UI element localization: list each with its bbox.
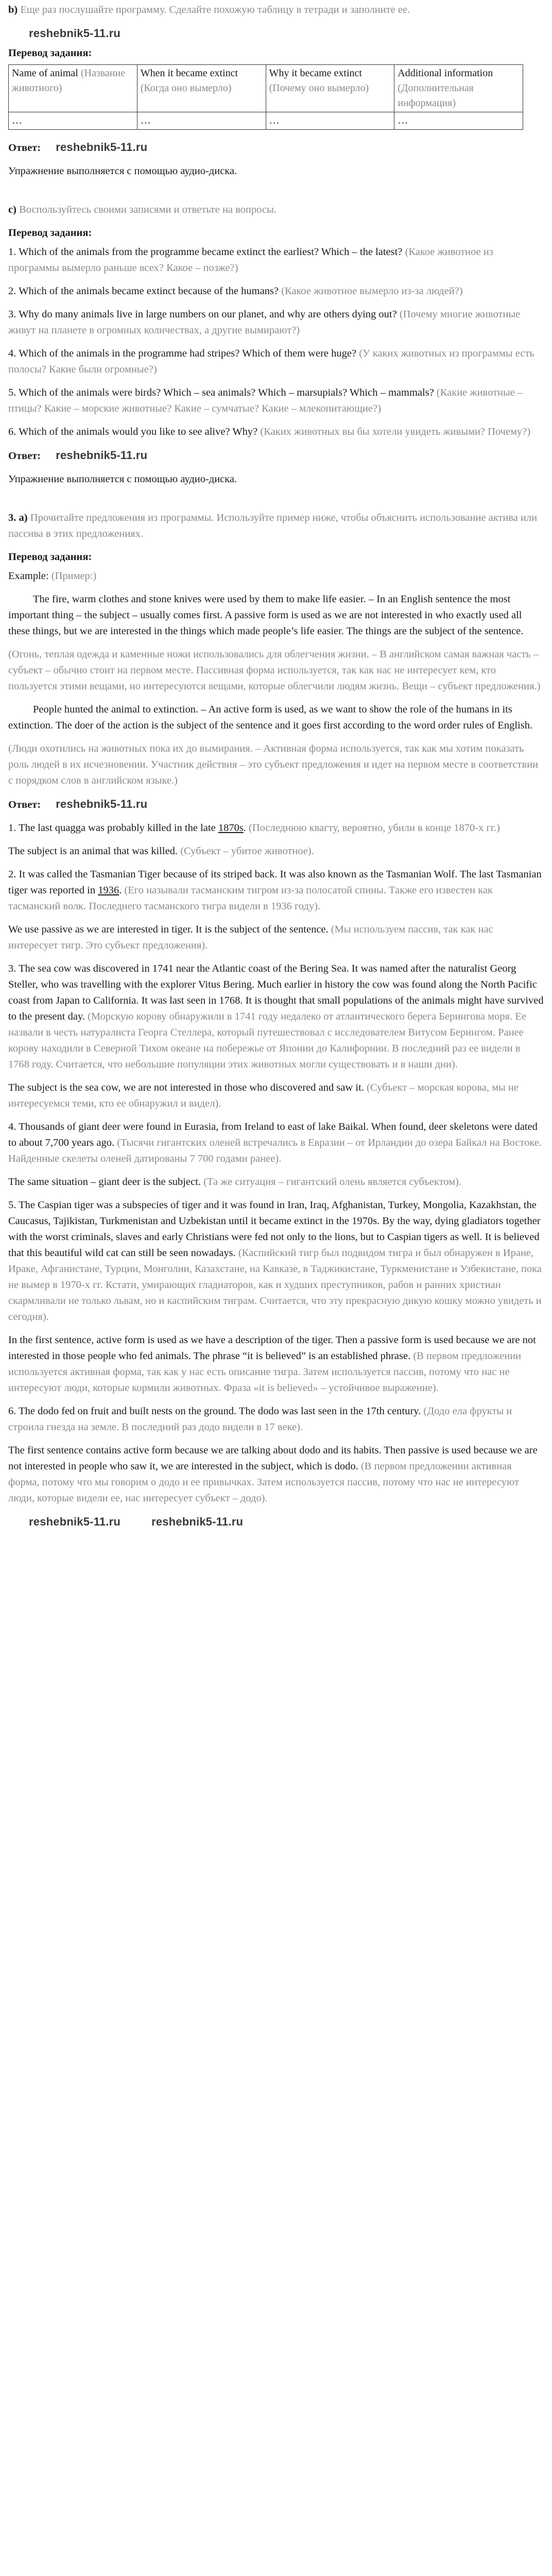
question-ru: (Каких животных вы бы хотели увидеть живыми? Почему?) [260, 426, 531, 437]
cell-en: Name of animal [12, 67, 78, 79]
watermark: reshebnik5-11.ru [56, 798, 148, 810]
cell-ru: (Почему оно вымерло) [269, 82, 369, 94]
audio-note: Упражнение выполняется с помощью аудио-диска. [8, 473, 237, 485]
example2-en: People hunted the animal to extinction. – An active form is used, as we want to show the role of the humans in its extinction. The doer of the action is the subject of the sentence and it goes first according to the word order rules of English. [8, 704, 533, 731]
answer-ru: (Тысячи гигантских оленей встречались в Евразии – от Ирландии до озера Байкал на Востоке. Найденные скелеты оленей датированы 7 700 годами ранее). [8, 1137, 542, 1164]
section-c-ru: Воспользуйтесь своими записями и ответьте на вопросы. [19, 204, 277, 215]
note-ru: (Субъект – морская корова, мы не интересуемся теми, кто ее обнаружил и видел). [8, 1082, 519, 1109]
spacer [8, 495, 544, 510]
note-en: The subject is the sea cow, we are not interested in those who discovered and saw it. [8, 1082, 364, 1093]
answer-en [8, 961, 544, 1073]
note-en: In the first sentence, active form is used as we have a description of the tiger. Then a passive form is used because we are not interested in those people who fed animals. The phrase “it is believed” is an established phrase. [8, 1334, 536, 1362]
question-list [8, 244, 544, 440]
watermark: reshebnik5-11.ru [56, 449, 148, 462]
list-item [8, 283, 544, 299]
answer-ru: (Морскую корову обнаружили в 1741 году недалеко от атлантического берега Берингова моря. Ее назвали в честь натуралиста Георга Стеллера, который путешествовал с исследователем Витусом Берингом. Ранее корову находили в Северной Тихом океане на побережье от Японии до Калифорнии. В последний раз ее видели в 1768 году. Считается, что небольшие популяции этих животных могли существовать и в наши дни). [8, 1011, 526, 1070]
answer-item [8, 1197, 544, 1396]
answer-note [8, 843, 544, 859]
note-en: The first sentence contains active form because we are talking about dodo and its habits. Then passive is used because we are not interested in people who saw it, we are interested in the subject, which is dodo. [8, 1445, 538, 1472]
table-cell [137, 65, 266, 112]
answer-item [8, 820, 544, 859]
answer-note [8, 922, 544, 954]
table-row [9, 112, 523, 130]
answer-en [8, 820, 544, 836]
answer-ru: (Каспийский тигр был подвидом тигра и был обнаружен в Иране, Ираке, Афганистане, Турции, Монголии, Казахстане, на Кавказе, в Таджикистане, Туркменистане и Узбекистане, пока не вымер в 1970-х гг. Кстати, умирающих гладиаторов, как и худших преступников, рабов и ранних христиан скармливали не только львам, но и каспийским тиграм. Считается, что эту прекрасную дикую кошку можно увидеть и сегодня). [8, 1247, 542, 1323]
example-label-ru: (Пример:) [51, 570, 97, 582]
answer-note [8, 1080, 544, 1112]
page [8, 0, 544, 1530]
answer-item [8, 1119, 544, 1190]
otvet-label: Ответ: [8, 142, 41, 154]
example2-ru: (Люди охотились на животных пока их до вымирания. – Активная форма используется, так как мы хотим показать роль людей в их исчезновении. Участник действия – это субъект предложения и идет на первом месте в соответствии с порядком слов в английском языке.) [8, 743, 539, 786]
table-cell [394, 65, 523, 112]
answer-item [8, 867, 544, 954]
example-label: Example: [8, 570, 49, 582]
watermark: reshebnik5-11.ru [56, 141, 148, 154]
cell-ru: (Дополнительная информация) [398, 82, 474, 109]
table-header-row [9, 65, 523, 112]
cell-en: When it became extinct [140, 67, 238, 79]
answer-text: 4. Thousands of giant deer were found in Eurasia, from Ireland to east of lake Baikal. When found, deer skeletons were dated to about 7,700 years ago. [8, 1121, 538, 1148]
watermark: reshebnik5-11.ru [29, 1515, 121, 1528]
table-cell: … [137, 112, 266, 130]
audio-note: Упражнение выполняется с помощью аудио-диска. [8, 165, 237, 177]
task-table [8, 64, 523, 130]
answer-text: . [243, 822, 246, 834]
list-item [8, 385, 544, 417]
otvet-line [8, 796, 544, 813]
cell-en: Why it became extinct [269, 67, 362, 79]
table-cell: … [266, 112, 394, 130]
task3-ru: Прочитайте предложения из программы. Используйте пример ниже, чтобы объяснить использование актива или пассива в этих предложениях. [8, 512, 538, 539]
answer-text: 5. The Caspian tiger was a subspecies of tiger and it was found in Iran, Iraq, Afghanistan, Turkey, Mongolia, Kazakhstan, the Caucasus, Tajikistan, Turkmenistan and Uzbekistan until it became extinct in the 1970s. By the way, dying gladiators together with the worst criminals, slaves and early Christians were fed not only to the lions, but to Caspian tigers as well. It is believed that this beautiful wild cat can still be seen nowadays. [8, 1199, 541, 1259]
answer-ru: (Его называли тасманским тигром из-за полосатой спины. Также его известен как тасманский волк. Последнего тасманского тигра видели в 1936 году). [8, 885, 493, 912]
answer-note [8, 1443, 544, 1506]
watermark: reshebnik5-11.ru [29, 27, 121, 40]
list-item [8, 346, 544, 378]
note-ru: (Мы используем пассив, так как нас интересует тигр. Это субъект предложения). [8, 924, 493, 951]
table-cell: … [9, 112, 137, 130]
note-en: The subject is an animal that was killed. [8, 845, 178, 857]
answer-note [8, 1174, 544, 1190]
section-c-label: c) [8, 204, 16, 215]
question-ru: (Почему многие животные живут на планете в огромных количествах, а другие вымирают?) [8, 309, 521, 336]
perevod-heading: Перевод задания: [8, 551, 92, 563]
task-b-line [8, 2, 544, 18]
perevod-heading: Перевод задания: [8, 47, 92, 59]
note-ru: (В первом предложении активная форма, потому что мы говорим о додо и ее привычках. Затем используется пассив, потому что нас не интересуют люди, которые видели ее, нас интересует субъект – додо). [8, 1461, 519, 1504]
example-label-line [8, 568, 544, 584]
question-ru: (Какое животное вымерло из-за людей?) [281, 285, 463, 297]
watermark-row [29, 25, 544, 41]
answer-text: 2. It was called the Tasmanian Tiger because of its striped back. It was also known as the Tasmanian Wolf. The last Tasmanian tiger was reported in [8, 869, 542, 896]
question-en: 5. Which of the animals were birds? Which – sea animals? Which – marsupials? Which – mammals? [8, 387, 434, 398]
note-en: The same situation – giant deer is the subject. [8, 1176, 201, 1188]
question-en: 1. Which of the animals from the programme became extinct the earliest? Which – the latest? [8, 246, 403, 258]
list-item [8, 244, 544, 276]
spacer [8, 187, 544, 202]
answer-item [8, 961, 544, 1112]
answer-en [8, 1197, 544, 1325]
answer-en [8, 867, 544, 914]
cell-ru: (Когда оно вымерло) [140, 82, 232, 94]
table-cell [266, 65, 394, 112]
table-cell: … [394, 112, 523, 130]
section-c-line [8, 202, 544, 218]
answer-list [8, 820, 544, 1506]
question-en: 2. Which of the animals became extinct because of the humans? [8, 285, 279, 297]
question-en: 6. Which of the animals would you like to see alive? Why? [8, 426, 258, 437]
note-ru: (В первом предложении используется активная форма, так как у нас есть описание тигра. Затем используется пассив, потому что нас не интересуют люди, которые кормили животных. Фраза «it is believed» – устойчивое выражение). [8, 1350, 522, 1394]
answer-ru: (Последнюю квагту, вероятно, убили в конце 1870-х гг.) [249, 822, 500, 834]
answer-note [8, 1332, 544, 1396]
question-ru: (У каких животных из программы есть полосы? Какие были огромные?) [8, 348, 534, 375]
example-en: The fire, warm clothes and stone knives were used by them to make life easier. – In an English sentence the most important thing – the subject – usually comes first. A passive form is used as we are not interested in who exactly used all these things, but we are interested in the things which made people’s life easier. The things are the subject of the sentence. [8, 594, 524, 637]
cell-en: Additional information [398, 67, 493, 79]
cell-ru: (Название животного) [12, 67, 126, 94]
answer-ru: (Додо ела фрукты и строила гнезда на земле. В последний раз додо видели в 17 веке). [8, 1405, 512, 1433]
task3-label: 3. а) [8, 512, 28, 523]
table-cell [9, 65, 137, 112]
task3-line [8, 510, 544, 542]
question-ru: (Какое животное из программы вымерло раньше всех? Какое – позже?) [8, 246, 493, 274]
perevod-heading: Перевод задания: [8, 227, 92, 239]
watermark: reshebnik5-11.ru [151, 1515, 244, 1528]
task-b-label: b) [8, 4, 18, 15]
question-ru: (Какие животные – птицы? Какие – морские животные? Какие – сумчатые? Какие – млекопитающие?) [8, 387, 523, 414]
answer-item [8, 1403, 544, 1506]
otvet-label: Ответ: [8, 450, 41, 462]
answer-en [8, 1119, 544, 1167]
otvet-line [8, 447, 544, 464]
note-en: We use passive as we are interested in tiger. It is the subject of the sentence. [8, 924, 329, 935]
answer-text: . [119, 885, 122, 896]
watermark-row [29, 1514, 544, 1530]
otvet-label: Ответ: [8, 799, 41, 810]
note-ru: (Субъект – убитое животное). [180, 845, 314, 857]
otvet-line [8, 139, 544, 156]
question-en: 4. Which of the animals in the programme had stripes? Which of them were huge? [8, 348, 357, 359]
answer-underlined: 1870s [218, 822, 244, 834]
answer-text: 3. The sea cow was discovered in 1741 near the Atlantic coast of the Bering Sea. It was named after the naturalist Georg Steller, who was travelling with the explorer Vitus Bering. Much earlier in history the cow was found along the North Pacific coast from Japan to California. It was last seen in 1768. It is thought that small populations of the animals might have survived to the present day. [8, 963, 544, 1022]
note-ru: (Та же ситуация – гигантский олень является субъектом). [203, 1176, 462, 1188]
answer-text: 1. The last quagga was probably killed in the late [8, 822, 218, 834]
example-ru: (Огонь, теплая одежда и каменные ножи использовались для облегчения жизни. – В английском самая важная часть – субъект – обычно стоит на первом месте. Пассивная форма используется, так как нас не интересует кем, кто пользуется этими вещами, но интересуются вещами, которые облегчили людям жизнь. Вещи – субъект предложения.) [8, 649, 541, 692]
answer-text: 6. The dodo fed on fruit and built nests on the ground. The dodo was last seen in the 17th century. [8, 1405, 421, 1417]
list-item [8, 307, 544, 338]
list-item [8, 424, 544, 440]
question-en: 3. Why do many animals live in large numbers on our planet, and why are others dying out? [8, 309, 397, 320]
answer-en [8, 1403, 544, 1435]
task-b-ru: Еще раз послушайте программу. Сделайте похожую таблицу в тетради и заполните ее. [20, 4, 410, 15]
answer-underlined: 1936 [98, 885, 119, 896]
